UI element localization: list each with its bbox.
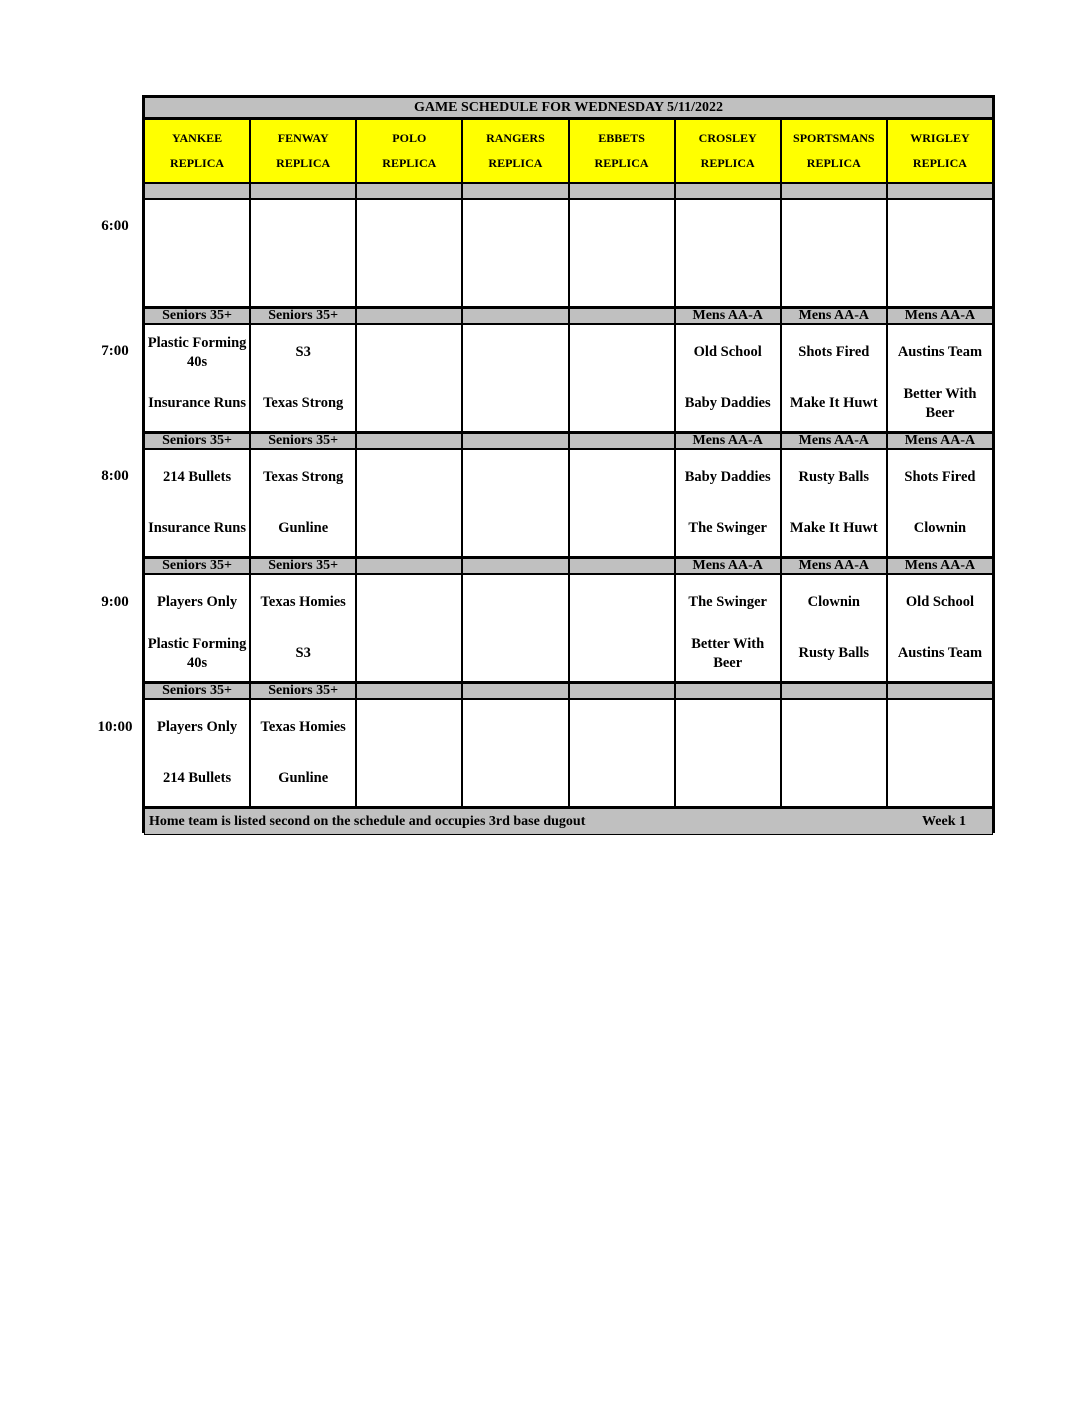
home-team [782, 256, 886, 302]
division-label [675, 682, 781, 699]
home-team [145, 506, 249, 552]
header-spacer [887, 183, 993, 199]
game-cell [675, 449, 781, 557]
field-header [675, 119, 781, 183]
home-team [145, 756, 249, 802]
away-team [145, 205, 249, 251]
home-team [570, 631, 674, 677]
home-team [570, 381, 674, 427]
away-team [782, 580, 886, 626]
team-name: Make It Huwt [789, 520, 878, 536]
game-cell [356, 574, 462, 682]
schedule-footer [144, 807, 993, 835]
field-name: RANGERS [486, 131, 545, 145]
home-team [463, 506, 567, 552]
game-cell [144, 199, 250, 307]
game-cell [887, 324, 993, 432]
game-cell [569, 699, 675, 807]
game-cell [781, 574, 887, 682]
away-team [676, 455, 780, 501]
game-cell [675, 199, 781, 307]
game-cell [250, 699, 356, 807]
away-team [463, 705, 567, 751]
time-label: 6:00 [101, 218, 129, 234]
away-team [676, 705, 780, 751]
division-label [462, 432, 568, 449]
game-cell [250, 574, 356, 682]
division-label [569, 682, 675, 699]
field-sub: REPLICA [382, 156, 437, 170]
team-name: S3 [295, 645, 311, 661]
team-name: 214 Bullets [163, 770, 232, 786]
team-name: Old School [905, 594, 974, 610]
footer-week: Week 1 [922, 813, 966, 829]
division-label: Seniors 35+ [144, 432, 250, 449]
away-team [251, 455, 355, 501]
away-team [145, 705, 249, 751]
division-label [462, 307, 568, 324]
header-spacer [462, 183, 568, 199]
game-cell [462, 199, 568, 307]
time-label: 9:00 [101, 594, 129, 610]
away-team [782, 705, 886, 751]
division-label [462, 557, 568, 574]
game-cell [250, 324, 356, 432]
home-team [888, 381, 992, 427]
time-column [0, 0, 140, 900]
team-name: Old School [693, 344, 762, 360]
home-team [888, 506, 992, 552]
division-label: Mens AA-A [781, 557, 887, 574]
away-team [782, 455, 886, 501]
division-label: Mens AA-A [887, 432, 993, 449]
game-cell [144, 574, 250, 682]
time-label: 10:00 [97, 719, 133, 735]
away-team [251, 580, 355, 626]
home-team [463, 381, 567, 427]
home-team [676, 506, 780, 552]
away-team [251, 705, 355, 751]
home-team [782, 756, 886, 802]
home-team [888, 256, 992, 302]
home-team [357, 506, 461, 552]
header-spacer [356, 183, 462, 199]
game-cell [356, 699, 462, 807]
home-team [357, 381, 461, 427]
away-team [251, 205, 355, 251]
team-name: Better With Beer [691, 635, 765, 671]
team-name: Gunline [278, 520, 329, 536]
team-name: Players Only [156, 594, 238, 610]
division-label [569, 307, 675, 324]
home-team [570, 756, 674, 802]
time-label: 8:00 [101, 468, 129, 484]
away-team [782, 330, 886, 376]
away-team [888, 205, 992, 251]
game-cell [887, 449, 993, 557]
division-label: Seniors 35+ [144, 307, 250, 324]
away-team [357, 705, 461, 751]
schedule-grid [142, 95, 995, 833]
team-name: The Swinger [688, 594, 767, 610]
team-name: Texas Homies [260, 719, 346, 735]
game-cell [887, 574, 993, 682]
away-team [676, 580, 780, 626]
game-cell [569, 574, 675, 682]
home-team [463, 256, 567, 302]
game-cell [675, 574, 781, 682]
division-label: Mens AA-A [887, 557, 993, 574]
game-cell [356, 324, 462, 432]
home-team [676, 756, 780, 802]
away-team [888, 705, 992, 751]
field-header [356, 119, 462, 183]
home-team [676, 381, 780, 427]
game-cell [887, 199, 993, 307]
division-label: Seniors 35+ [250, 307, 356, 324]
game-cell [250, 199, 356, 307]
schedule-title: GAME SCHEDULE FOR WEDNESDAY 5/11/2022 [144, 97, 993, 119]
team-name: Plastic Forming 40s [147, 334, 247, 370]
team-name: Better With Beer [903, 385, 977, 421]
team-name: Insurance Runs [148, 520, 247, 536]
home-team [357, 256, 461, 302]
field-header [462, 119, 568, 183]
field-sub: REPLICA [594, 156, 649, 170]
division-label: Seniors 35+ [250, 682, 356, 699]
game-cell [144, 324, 250, 432]
game-cell [569, 324, 675, 432]
away-team [570, 455, 674, 501]
division-label [356, 557, 462, 574]
field-name: YANKEE [171, 131, 223, 145]
game-cell [569, 199, 675, 307]
home-team [782, 506, 886, 552]
away-team [145, 330, 249, 376]
game-cell [675, 324, 781, 432]
division-label [356, 432, 462, 449]
field-header [569, 119, 675, 183]
away-team [676, 330, 780, 376]
home-team [251, 381, 355, 427]
team-name: Gunline [278, 770, 329, 786]
division-label: Mens AA-A [781, 307, 887, 324]
division-label: Seniors 35+ [144, 557, 250, 574]
field-name: FENWAY [277, 131, 329, 145]
field-header [887, 119, 993, 183]
team-name: Clownin [807, 594, 860, 610]
away-team [888, 455, 992, 501]
home-team [888, 631, 992, 677]
away-team [570, 205, 674, 251]
division-label [569, 557, 675, 574]
away-team [570, 580, 674, 626]
division-label: Mens AA-A [675, 557, 781, 574]
game-cell [356, 199, 462, 307]
away-team [888, 330, 992, 376]
header-spacer [250, 183, 356, 199]
team-name: Rusty Balls [798, 645, 870, 661]
home-team [463, 631, 567, 677]
field-header [250, 119, 356, 183]
game-cell [462, 574, 568, 682]
field-sub: REPLICA [276, 156, 331, 170]
home-team [357, 756, 461, 802]
time-label: 7:00 [101, 343, 129, 359]
field-sub: REPLICA [912, 156, 967, 170]
game-cell [569, 449, 675, 557]
away-team [145, 455, 249, 501]
away-team [888, 580, 992, 626]
home-team [145, 381, 249, 427]
field-sub: REPLICA [170, 156, 225, 170]
header-spacer [675, 183, 781, 199]
away-team [357, 205, 461, 251]
division-label: Mens AA-A [675, 432, 781, 449]
home-team [251, 756, 355, 802]
team-name: Shots Fired [798, 344, 870, 360]
away-team [782, 205, 886, 251]
game-cell [781, 699, 887, 807]
division-label [462, 682, 568, 699]
game-cell [356, 449, 462, 557]
team-name: Texas Strong [263, 469, 344, 485]
team-name: Baby Daddies [684, 469, 771, 485]
division-label [887, 682, 993, 699]
home-team [251, 506, 355, 552]
away-team [570, 330, 674, 376]
home-team [357, 631, 461, 677]
home-team [145, 631, 249, 677]
home-team [782, 631, 886, 677]
game-cell [781, 449, 887, 557]
division-label: Mens AA-A [887, 307, 993, 324]
team-name: Baby Daddies [684, 395, 771, 411]
game-cell [144, 699, 250, 807]
team-name: The Swinger [688, 520, 767, 536]
team-name: Austins Team [897, 645, 983, 661]
game-cell [781, 324, 887, 432]
division-label [569, 432, 675, 449]
home-team [251, 631, 355, 677]
game-cell [462, 699, 568, 807]
division-label: Seniors 35+ [250, 432, 356, 449]
team-name: Make It Huwt [789, 395, 878, 411]
away-team [357, 580, 461, 626]
field-name: EBBETS [598, 131, 645, 145]
team-name: Texas Homies [260, 594, 346, 610]
home-team [782, 381, 886, 427]
away-team [463, 455, 567, 501]
header-spacer [569, 183, 675, 199]
field-name: CROSLEY [698, 131, 757, 145]
away-team [676, 205, 780, 251]
game-cell [675, 699, 781, 807]
team-name: Shots Fired [904, 469, 976, 485]
division-label: Mens AA-A [675, 307, 781, 324]
home-team [570, 256, 674, 302]
team-name: Texas Strong [263, 395, 344, 411]
field-sub: REPLICA [806, 156, 861, 170]
header-spacer [144, 183, 250, 199]
home-team [676, 256, 780, 302]
away-team [145, 580, 249, 626]
game-cell [462, 324, 568, 432]
away-team [570, 705, 674, 751]
home-team [676, 631, 780, 677]
game-cell [462, 449, 568, 557]
home-team [145, 256, 249, 302]
away-team [463, 205, 567, 251]
home-team [570, 506, 674, 552]
away-team [463, 330, 567, 376]
game-cell [781, 199, 887, 307]
field-name: SPORTSMANS [793, 131, 875, 145]
home-team [463, 756, 567, 802]
home-team [251, 256, 355, 302]
team-name: Players Only [156, 719, 238, 735]
field-sub: REPLICA [700, 156, 755, 170]
field-name: POLO [392, 131, 427, 145]
division-label [356, 682, 462, 699]
division-label: Mens AA-A [781, 432, 887, 449]
division-label: Seniors 35+ [144, 682, 250, 699]
division-label [356, 307, 462, 324]
header-spacer [781, 183, 887, 199]
team-name: Rusty Balls [798, 469, 870, 485]
away-team [463, 580, 567, 626]
game-cell [250, 449, 356, 557]
away-team [357, 330, 461, 376]
team-name: S3 [295, 344, 311, 360]
field-name: WRIGLEY [910, 131, 970, 145]
team-name: Insurance Runs [148, 395, 247, 411]
team-name: Austins Team [897, 344, 983, 360]
game-cell [887, 699, 993, 807]
team-name: Plastic Forming 40s [147, 635, 247, 671]
footer-note: Home team is listed second on the schedule and occupies 3rd base dugout [149, 813, 586, 829]
field-sub: REPLICA [488, 156, 543, 170]
division-label [781, 682, 887, 699]
away-team [251, 330, 355, 376]
game-cell [144, 449, 250, 557]
field-header [144, 119, 250, 183]
away-team [357, 455, 461, 501]
home-team [888, 756, 992, 802]
division-label: Seniors 35+ [250, 557, 356, 574]
field-header [781, 119, 887, 183]
team-name: 214 Bullets [163, 469, 232, 485]
team-name: Clownin [913, 520, 967, 536]
